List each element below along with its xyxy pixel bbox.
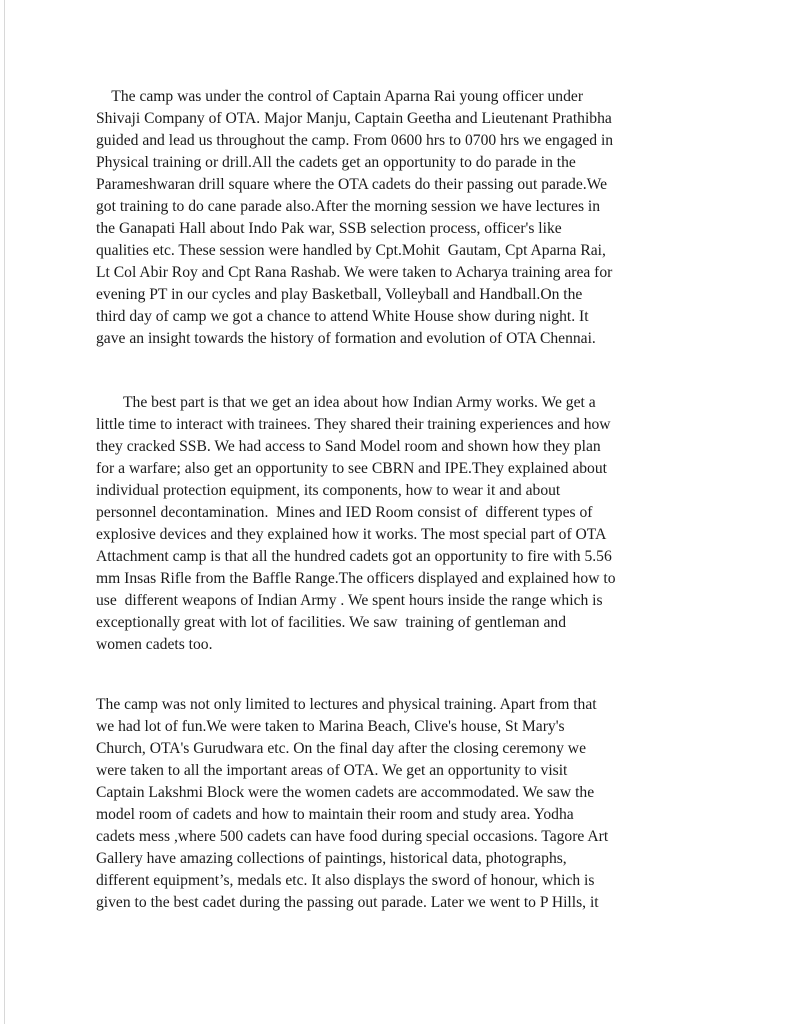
text-line: Church, OTA's Gurudwara etc. On the final day after the closing ceremony we	[96, 740, 586, 757]
text-line: got training to do cane parade also.After the morning session we have lectures in	[96, 198, 601, 215]
paragraph-army-experience	[96, 392, 736, 656]
text-line: different equipment’s, medals etc. It also displays the sword of honour, which is	[96, 872, 595, 889]
page-edge-divider	[4, 0, 5, 1024]
text-line: were taken to all the important areas of OTA. We get an opportunity to visit	[96, 762, 568, 779]
text-line: cadets mess ,where 500 cadets can have food during special occasions. Tagore Art	[96, 828, 609, 845]
text-line: qualities etc. These session were handled by Cpt.Mohit Gautam, Cpt Aparna Rai,	[96, 242, 606, 259]
text-line: model room of cadets and how to maintain their room and study area. Yodha	[96, 806, 574, 823]
text-line: The camp was not only limited to lectures and physical training. Apart from that	[96, 696, 597, 713]
text-line: gave an insight towards the history of formation and evolution of OTA Chennai.	[96, 330, 596, 347]
text-line: third day of camp we got a chance to attend White House show during night. It	[96, 308, 589, 325]
text-line: Parameshwaran drill square where the OTA cadets do their passing out parade.We	[96, 176, 608, 193]
text-line: the Ganapati Hall about Indo Pak war, SSB selection process, officer's like	[96, 220, 562, 237]
text-line: The best part is that we get an idea about how Indian Army works. We get a	[96, 394, 596, 411]
text-line: The camp was under the control of Captain Aparna Rai young officer under	[96, 88, 584, 105]
text-line: use different weapons of Indian Army . We spent hours inside the range which is	[96, 592, 603, 609]
text-line: individual protection equipment, its components, how to wear it and about	[96, 482, 561, 499]
text-line: women cadets too.	[96, 636, 213, 653]
text-line: Physical training or drill.All the cadets get an opportunity to do parade in the	[96, 154, 576, 171]
text-line: Captain Lakshmi Block were the women cadets are accommodated. We saw the	[96, 784, 595, 801]
text-line: personnel decontamination. Mines and IED Room consist of different types of	[96, 504, 593, 521]
text-line: we had lot of fun.We were taken to Marina Beach, Clive's house, St Mary's	[96, 718, 565, 735]
text-line: explosive devices and they explained how it works. The most special part of OTA	[96, 526, 607, 543]
paragraph-camp-activities	[96, 694, 736, 914]
text-line: they cracked SSB. We had access to Sand Model room and shown how they plan	[96, 438, 601, 455]
text-line: Shivaji Company of OTA. Major Manju, Captain Geetha and Lieutenant Prathibha	[96, 110, 612, 127]
text-line: mm Insas Rifle from the Baffle Range.The officers displayed and explained how to	[96, 570, 616, 587]
text-line: Lt Col Abir Roy and Cpt Rana Rashab. We were taken to Acharya training area for	[96, 264, 613, 281]
text-line: Attachment camp is that all the hundred cadets got an opportunity to fire with 5.56	[96, 548, 612, 565]
text-line: for a warfare; also get an opportunity to see CBRN and IPE.They explained about	[96, 460, 607, 477]
text-line: given to the best cadet during the passing out parade. Later we went to P Hills, it	[96, 894, 599, 911]
text-line: evening PT in our cycles and play Basketball, Volleyball and Handball.On the	[96, 286, 583, 303]
text-line: Gallery have amazing collections of paintings, historical data, photographs,	[96, 850, 567, 867]
paragraph-camp-overview	[96, 86, 736, 350]
text-line: guided and lead us throughout the camp. From 0600 hrs to 0700 hrs we engaged in	[96, 132, 614, 149]
text-line: little time to interact with trainees. They shared their training experiences and how	[96, 416, 611, 433]
text-line: exceptionally great with lot of facilities. We saw training of gentleman and	[96, 614, 567, 631]
